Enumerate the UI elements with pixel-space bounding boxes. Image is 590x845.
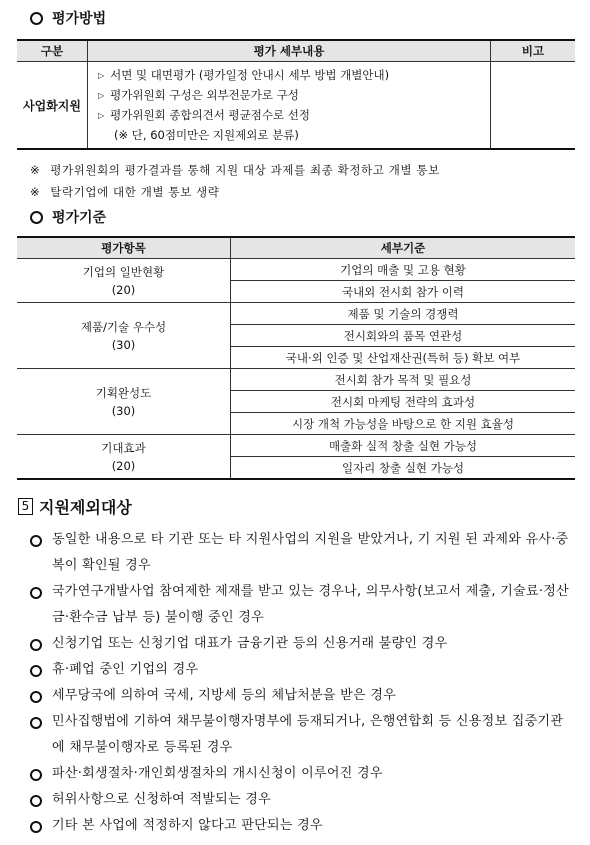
criteria-item-cell	[17, 435, 231, 480]
method-table-row	[17, 62, 575, 150]
evaluation-criteria-heading	[30, 207, 106, 227]
exclusion-list	[30, 527, 575, 839]
method-detail-line	[98, 66, 482, 86]
exclusion-text: 파산·회생절차·개인회생절차의 개시신청이 이루어진 경우	[52, 766, 383, 781]
criteria-item-name: 기획완성도	[95, 385, 152, 400]
exclusion-text: 신청기업 또는 신청기업 대표가 금융기관 등의 신용거래 불량인 경우	[52, 636, 448, 651]
hollow-circle-bullet-icon	[30, 665, 42, 677]
method-header-note: 비고	[491, 40, 576, 62]
criteria-item-name: 기대효과	[101, 440, 146, 455]
exclusion-item	[30, 579, 575, 631]
method-category-cell: 사업화지원	[17, 62, 88, 150]
criteria-item-name: 제품/기술 우수성	[80, 319, 167, 334]
hollow-circle-bullet-icon	[30, 691, 42, 703]
exclusion-item	[30, 761, 575, 787]
triangle-bullet-icon: ▷	[98, 111, 105, 120]
exclusion-text: 민사집행법에 기하여 채무불이행자명부에 등재되거나, 은행연합회 등 신용정보 집중기관에 채무불이행자로 등록된 경우	[52, 714, 564, 755]
hollow-circle-bullet-icon	[30, 639, 42, 651]
method-note-cell	[491, 62, 576, 150]
exclusion-item	[30, 683, 575, 709]
section5-title: 지원제외대상	[39, 498, 132, 517]
criteria-header-detail: 세부기준	[231, 237, 576, 259]
criteria-item-cell	[17, 369, 231, 435]
exclusion-text: 허위사항으로 신청하여 적발되는 경우	[52, 792, 272, 807]
evaluation-method-heading	[30, 8, 106, 28]
hollow-circle-bullet-icon	[30, 821, 42, 833]
exclusion-item	[30, 787, 575, 813]
criteria-header-item: 평가항목	[17, 237, 231, 259]
exclusion-text: 휴·폐업 중인 기업의 경우	[52, 662, 199, 677]
criteria-item-name: 기업의 일반현황	[82, 264, 165, 279]
hollow-circle-bullet-icon	[30, 717, 42, 729]
criteria-table-header-row	[17, 237, 575, 259]
method-table-header-row	[17, 40, 575, 62]
hollow-circle-bullet-icon	[30, 587, 42, 599]
evaluation-method-title: 평가방법	[52, 11, 107, 27]
criteria-item-score: (30)	[111, 337, 136, 352]
hollow-circle-bullet-icon	[30, 12, 43, 25]
method-detail-line	[98, 106, 482, 126]
exclusion-text: 동일한 내용으로 타 기관 또는 타 지원사업의 지원을 받았거나, 기 지원 된 과제와 유사·중복이 확인될 경우	[52, 532, 569, 573]
criteria-item-cell	[17, 259, 231, 303]
method-detail-line	[98, 126, 482, 144]
hollow-circle-bullet-icon	[30, 535, 42, 547]
criteria-detail-cell: 제품 및 기술의 경쟁력	[231, 303, 576, 325]
evaluation-criteria-table	[17, 236, 575, 480]
exclusion-text: 국가연구개발사업 참여제한 제재를 받고 있는 경우나, 의무사항(보고서 제출, 기술료·정산금·환수금 납부 등) 불이행 중인 경우	[52, 584, 570, 625]
criteria-row	[17, 369, 575, 391]
exclusion-item	[30, 709, 575, 761]
evaluation-criteria-title: 평가기준	[52, 210, 107, 226]
criteria-detail-cell: 전시회 참가 목적 및 필요성	[231, 369, 576, 391]
hollow-circle-bullet-icon	[30, 769, 42, 781]
method-detail-line	[98, 86, 482, 106]
exclusion-item	[30, 813, 575, 839]
exclusion-item	[30, 527, 575, 579]
criteria-item-score: (20)	[111, 282, 136, 297]
method-details-cell	[88, 62, 491, 150]
method-detail-text: 서면 및 대면평가 (평가일정 안내시 세부 방법 개별안내)	[110, 68, 390, 82]
exclusion-text: 기타 본 사업에 적정하지 않다고 판단되는 경우	[52, 818, 323, 833]
note-text: 평가위원회의 평가결과를 통해 지원 대상 과제를 최종 확정하고 개별 통보	[50, 163, 440, 177]
triangle-bullet-icon: ▷	[98, 91, 105, 100]
note-text: 탈락기업에 대한 개별 통보 생략	[50, 185, 220, 199]
note-row	[30, 181, 440, 203]
section5-heading	[18, 495, 132, 518]
criteria-row	[17, 259, 575, 281]
criteria-row	[17, 303, 575, 325]
hollow-circle-bullet-icon	[30, 211, 43, 224]
criteria-detail-cell: 매출화 실적 창출 실현 가능성	[231, 435, 576, 457]
method-detail-text: 평가위원회 구성은 외부전문가로 구성	[110, 88, 299, 102]
hollow-circle-bullet-icon	[30, 795, 42, 807]
criteria-item-score: (30)	[111, 403, 136, 418]
exclusion-item	[30, 657, 575, 683]
criteria-item-cell	[17, 303, 231, 369]
note-row	[30, 159, 440, 181]
criteria-detail-cell: 전시회와의 품목 연관성	[231, 325, 576, 347]
exclusion-text: 세무당국에 의하여 국세, 지방세 등의 체납처분을 받은 경우	[52, 688, 397, 703]
notes-block	[30, 159, 440, 203]
method-detail-text: (※ 단, 60점미만은 지원제외로 분류)	[114, 128, 299, 142]
criteria-detail-cell: 일자리 창출 실현 가능성	[231, 457, 576, 480]
criteria-row	[17, 435, 575, 457]
triangle-bullet-icon: ▷	[98, 71, 105, 80]
criteria-detail-cell: 국내외 전시회 참가 이력	[231, 281, 576, 303]
evaluation-method-table	[17, 39, 575, 150]
criteria-item-score: (20)	[111, 458, 136, 473]
method-header-category: 구분	[17, 40, 88, 62]
criteria-detail-cell: 국내·외 인증 및 산업재산권(특허 등) 확보 여부	[231, 347, 576, 369]
reference-mark-icon: ※	[30, 185, 41, 199]
criteria-detail-cell: 시장 개척 가능성을 바탕으로 한 지원 효율성	[231, 413, 576, 435]
section-number-box: 5	[18, 498, 33, 515]
criteria-detail-cell: 기업의 매출 및 고용 현황	[231, 259, 576, 281]
method-detail-text: 평가위원회 종합의견서 평균점수로 선정	[110, 108, 310, 122]
method-header-details: 평가 세부내용	[88, 40, 491, 62]
reference-mark-icon: ※	[30, 163, 41, 177]
exclusion-item	[30, 631, 575, 657]
criteria-detail-cell: 전시회 마케팅 전략의 효과성	[231, 391, 576, 413]
